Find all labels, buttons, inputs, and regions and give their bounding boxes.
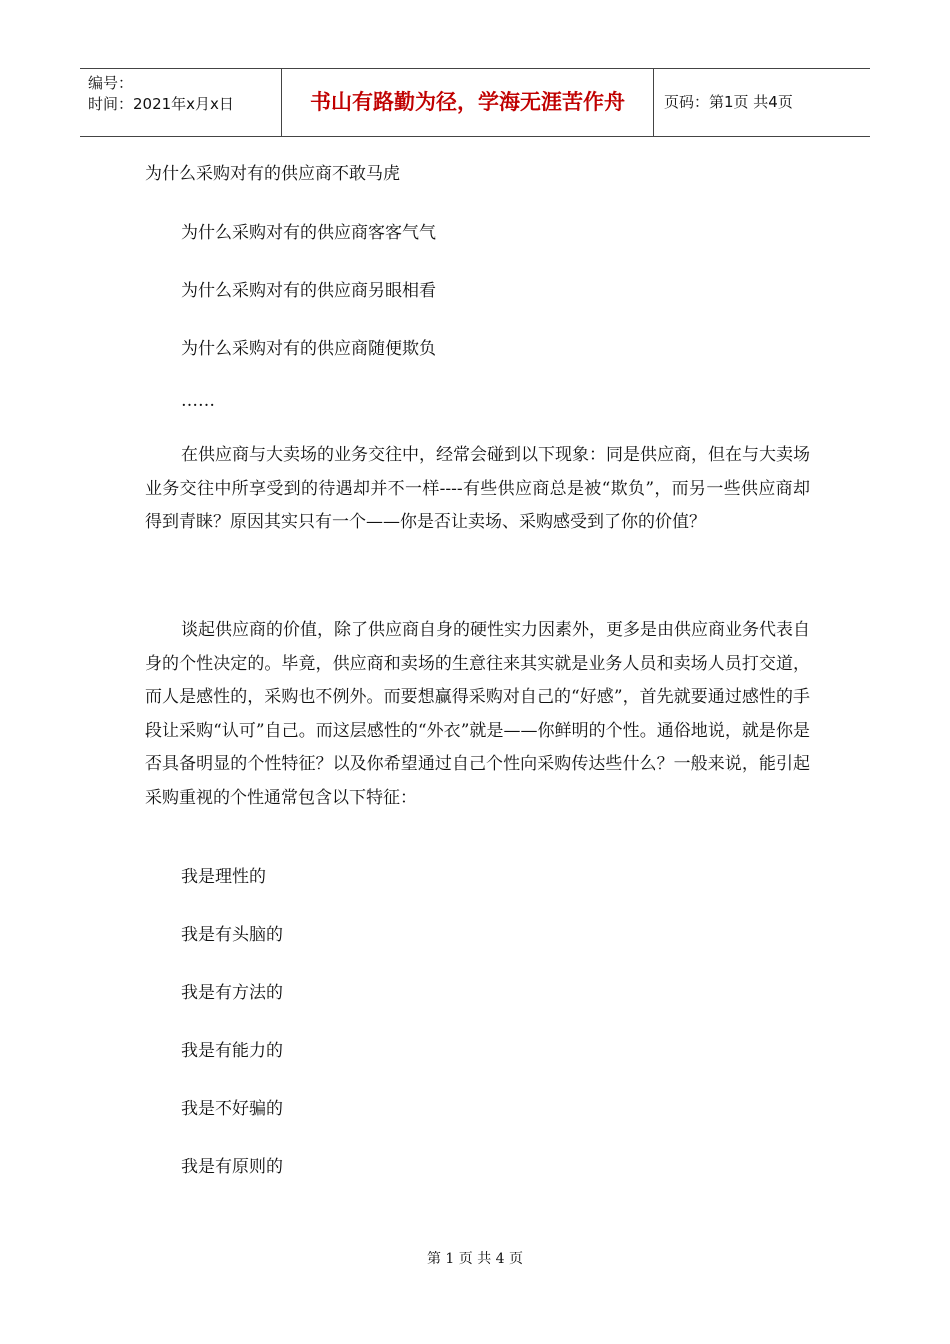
- body-paragraph: 谈起供应商的价值，除了供应商自身的硬性实力因素外，更多是由供应商业务代表自身的个性决定的。毕竟，供应商和卖场的生意往来其实就是业务人员和卖场人员打交道，而人是感性的，采购也不例外。而要想赢得采购对自己的“好感”，首先就要通过感性的手段让采购“认可”自己。而这层感性的“外衣”就是——你鲜明的个性。通俗地说，就是你是否具备明显的个性特征？以及你希望通过自己个性向采购传达些什么？一般来说，能引起采购重视的个性通常包含以下特征：: [145, 620, 810, 808]
- question-line: 为什么采购对有的供应商客客气气: [181, 223, 436, 243]
- page-footer: 第 1 页 共 4 页: [426, 1251, 524, 1267]
- time-label: 时间：2021年x月x日: [88, 95, 234, 113]
- question-line: 为什么采购对有的供应商随便欺负: [181, 339, 436, 359]
- trait-line: 我是有方法的: [181, 983, 283, 1003]
- document-header: [80, 68, 870, 137]
- trait-line: 我是有头脑的: [181, 925, 283, 945]
- trait-line: 我是有能力的: [181, 1041, 283, 1061]
- ellipsis-line: ……: [181, 391, 215, 411]
- trait-line: 我是不好骗的: [181, 1099, 283, 1119]
- header-meta-cell: [80, 69, 282, 136]
- header-motto: 书山有路勤为径，学海无涯苦作舟: [282, 69, 654, 136]
- body-paragraph: 在供应商与大卖场的业务交往中，经常会碰到以下现象：同是供应商，但在与大卖场业务交往中所享受到的待遇却并不一样----有些供应商总是被“欺负”，而另一些供应商却得到青睐？原因其实只有一个——你是否让卖场、采购感受到了你的价值？: [145, 445, 810, 533]
- question-line: 为什么采购对有的供应商不敢马虎: [145, 164, 400, 184]
- trait-line: 我是理性的: [181, 867, 266, 887]
- trait-line: 我是有原则的: [181, 1157, 283, 1177]
- header-page-label: 页码：第1页 共4页: [664, 93, 793, 111]
- number-label: 编号：: [88, 74, 134, 92]
- question-line: 为什么采购对有的供应商另眼相看: [181, 281, 436, 301]
